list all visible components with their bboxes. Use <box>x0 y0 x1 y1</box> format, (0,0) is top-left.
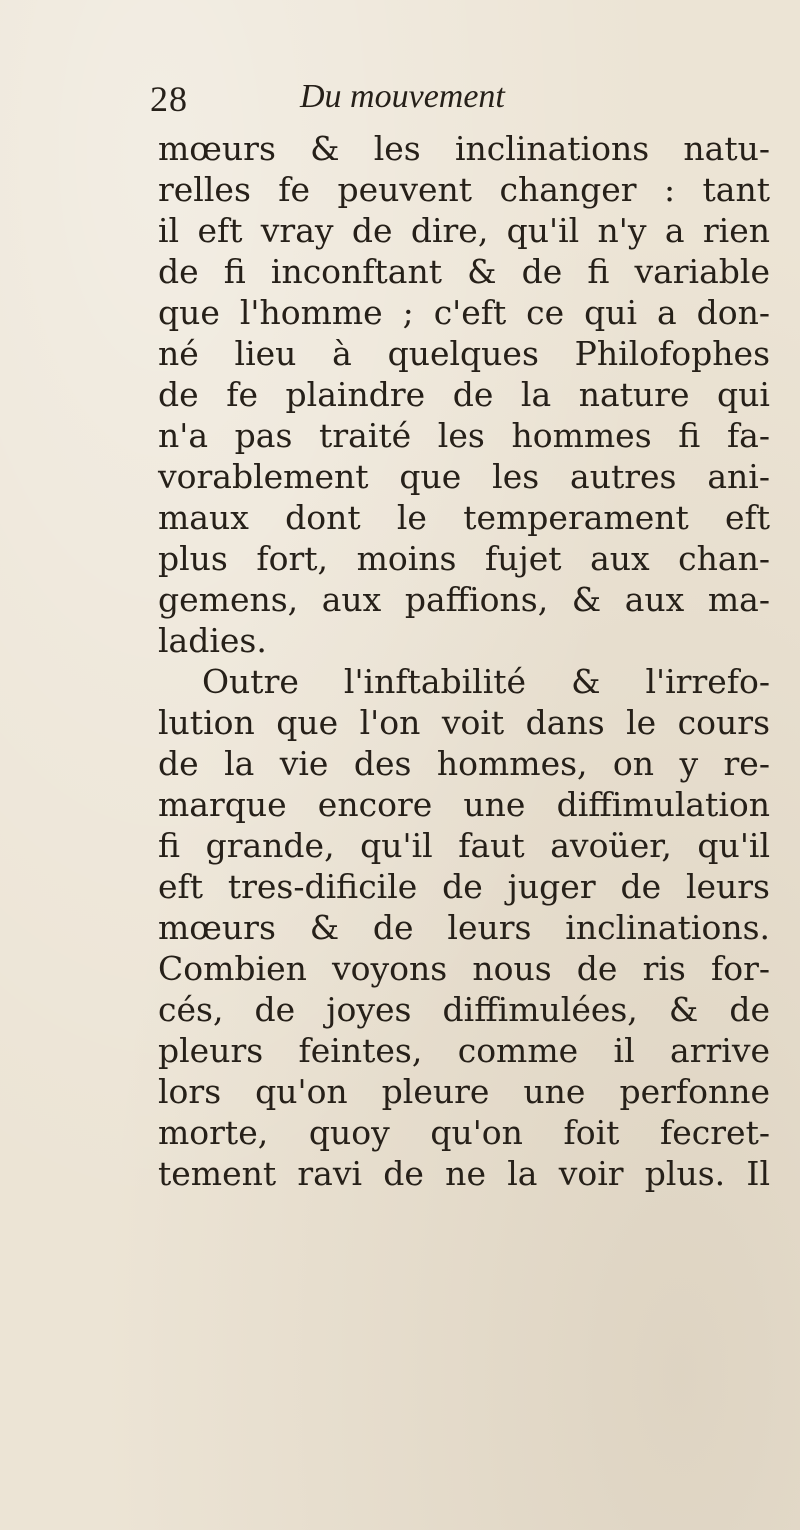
text-line: gemens, aux paffions, & aux ma- <box>158 580 770 619</box>
text-line: Combien voyons nous de ris for- <box>158 949 770 988</box>
text-line: Outre l'inftabilité & l'irrefo- <box>202 662 770 701</box>
text-line: lors qu'on pleure une perfonne <box>158 1072 770 1111</box>
page-number: 28 <box>150 79 188 119</box>
running-head: Du mouvement <box>300 78 505 115</box>
text-line: il eft vray de dire, qu'il n'y a rien <box>158 211 770 250</box>
text-line: ladies. <box>158 621 267 660</box>
text-line: mœurs & de leurs inclinations. <box>158 908 770 947</box>
text-line: morte, quoy qu'on foit fecret- <box>158 1113 770 1152</box>
text-line: mœurs & les inclinations natu- <box>158 129 770 168</box>
body-text <box>158 128 770 1194</box>
text-line: tement ravi de ne la voir plus. Il <box>158 1154 770 1193</box>
text-line: maux dont le temperament eft <box>158 498 770 537</box>
text-line: marque encore une diffimulation <box>158 785 770 824</box>
text-line: fi grande, qu'il faut avoüer, qu'il <box>158 826 770 865</box>
text-line: plus fort, moins fujet aux chan- <box>158 539 770 578</box>
text-line: cés, de joyes diffimulées, & de <box>158 990 770 1029</box>
text-line: n'a pas traité les hommes fi fa- <box>158 416 770 455</box>
text-line: vorablement que les autres ani- <box>158 457 770 496</box>
text-line: de la vie des hommes, on y re- <box>158 744 770 783</box>
text-line: pleurs feintes, comme il arrive <box>158 1031 770 1070</box>
text-line: de fe plaindre de la nature qui <box>158 375 770 414</box>
text-line: né lieu à quelques Philofophes <box>158 334 770 373</box>
text-line: relles fe peuvent changer : tant <box>158 170 770 209</box>
text-line: que l'homme ; c'eft ce qui a don- <box>158 293 770 332</box>
text-line: eft tres-dificile de juger de leurs <box>158 867 770 906</box>
text-line: lution que l'on voit dans le cours <box>158 703 770 742</box>
text-line: de fi inconftant & de fi variable <box>158 252 770 291</box>
page-header <box>150 78 670 128</box>
